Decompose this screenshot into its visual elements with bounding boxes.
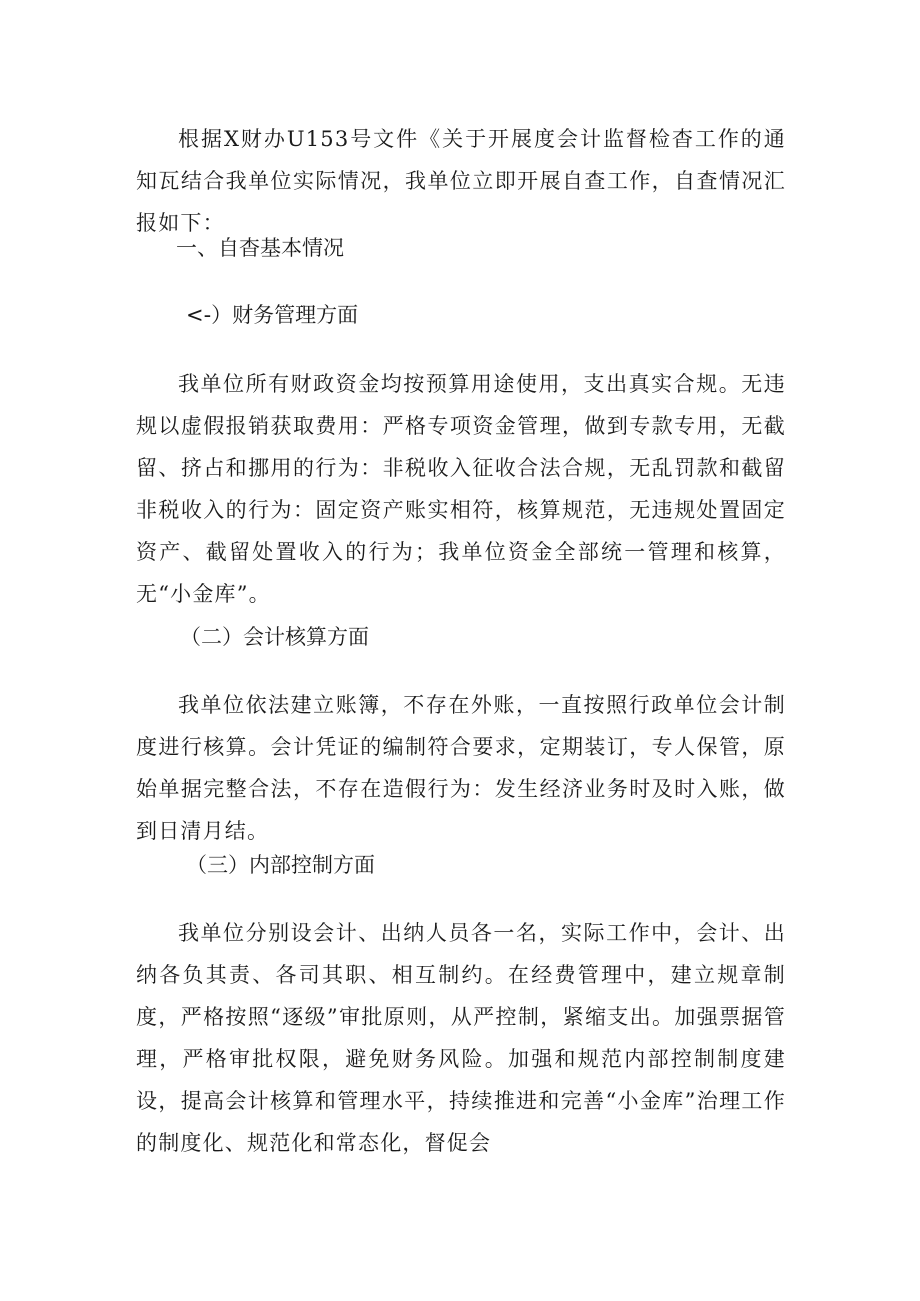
intro-paragraph: 根据X财办U153号文件《关于开展度会计监督检杳工作的通知瓦结合我单位实际情况，我单位立即开展自查工作，自査情况汇报如下： <box>136 127 786 235</box>
subsection-heading-financial-management: <-）财务管理方面 <box>186 303 359 327</box>
financial-management-paragraph: 我单位所有财政资金均按预算用途使用，支出真实合规。无违规以虚假报销获取费用：严格专项资金管理，做到专款专用，无截留、挤占和挪用的行为：非税收入征收合法合规，无乱罚款和截留非税收入的行为：固定资产账实相符，核算规范，无违规处置固定资产、截留处置收入的行为；我单位资金全部统一管理和核算，无“小金库”。 <box>136 372 786 606</box>
subsection-heading-accounting: （二）会计核算方面 <box>180 625 369 649</box>
accounting-paragraph: 我单位依法建立账簿，不存在外账，一直按照行政单位会计制度进行核算。会计凭证的编制符合要求，定期装订，专人保管，原始单据完整合法，不存在造假行为：发生经济业务时及时入账，做到日清月结。 <box>136 693 786 843</box>
subsection-heading-internal-control: （三）内部控制方面 <box>186 853 375 877</box>
internal-control-paragraph: 我单位分别设会计、出纳人员各一名，实际工作中，会计、出纳各负其责、各司其职、相互制约。在经费管理中，建立规章制度，严格按照“逐级”审批原则，从严控制，紧缩支出。加强票据管理，严格审批权限，避免财务风险。加强和规范内部控制制度建设，提高会计核算和管理水平，持续推进和完善“小金库”治理工作的制度化、规范化和常态化，督促会 <box>136 921 786 1155</box>
section-heading-self-inspection: 一、自杳基本情况 <box>176 236 344 260</box>
